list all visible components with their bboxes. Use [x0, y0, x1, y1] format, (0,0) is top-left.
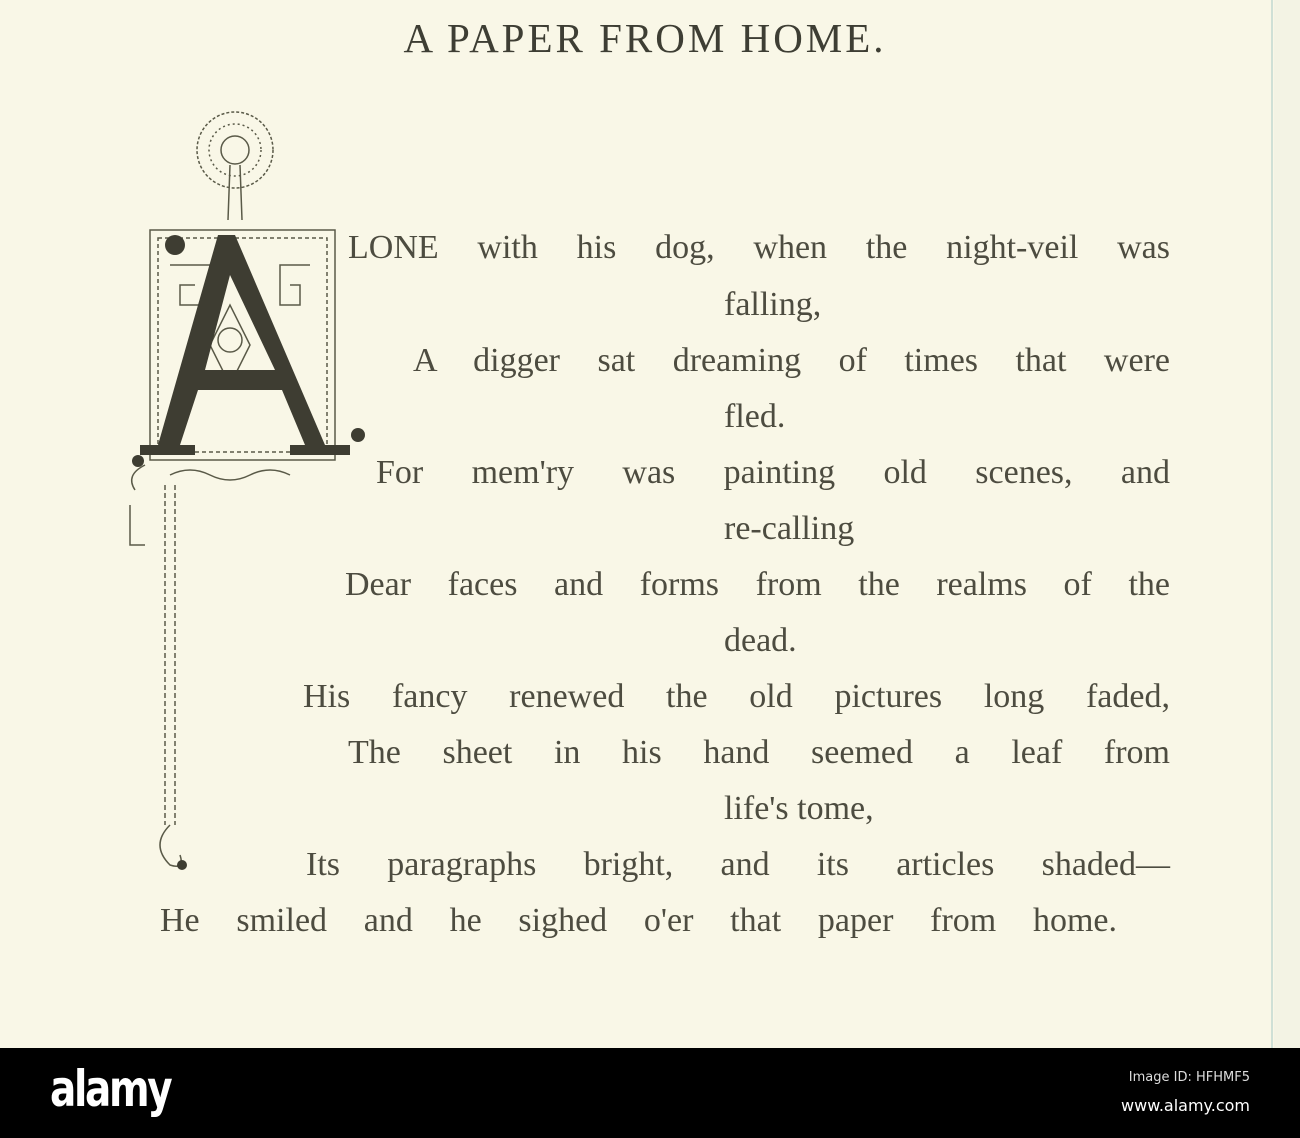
poem-line: His fancy renewed the old pictures long faded,: [303, 678, 1170, 715]
poem-line: Its paragraphs bright, and its articles shaded—: [306, 846, 1170, 883]
poem-line: Dear faces and forms from the realms of the: [345, 566, 1170, 603]
poem-title: A PAPER FROM HOME.: [403, 15, 887, 61]
page-margin: [1274, 0, 1300, 1048]
poem-line: He smiled and he sighed o'er that paper from home.: [160, 902, 1117, 939]
page-edge: [1271, 0, 1273, 1048]
poem-line: dead.: [724, 622, 797, 659]
watermark-url: www.alamy.com: [1121, 1096, 1250, 1115]
ornamental-drop-cap-a-illustration: [110, 105, 375, 875]
poem-line: The sheet in his hand seemed a leaf from: [348, 734, 1170, 771]
image-id: Image ID: HFHMF5: [1128, 1070, 1250, 1085]
watermark-bar: [0, 1048, 1300, 1138]
alamy-logo: alamy: [50, 1060, 171, 1118]
poem-line: LONE with his dog, when the night-veil was: [348, 229, 1170, 266]
poem-line: For mem'ry was painting old scenes, and: [376, 454, 1170, 491]
poem-line: re-calling: [724, 510, 855, 547]
poem-line: A digger sat dreaming of times that were: [413, 342, 1170, 379]
poem-line: falling,: [724, 286, 822, 323]
poem-line: life's tome,: [724, 790, 874, 827]
poem-line: fled.: [724, 398, 786, 435]
